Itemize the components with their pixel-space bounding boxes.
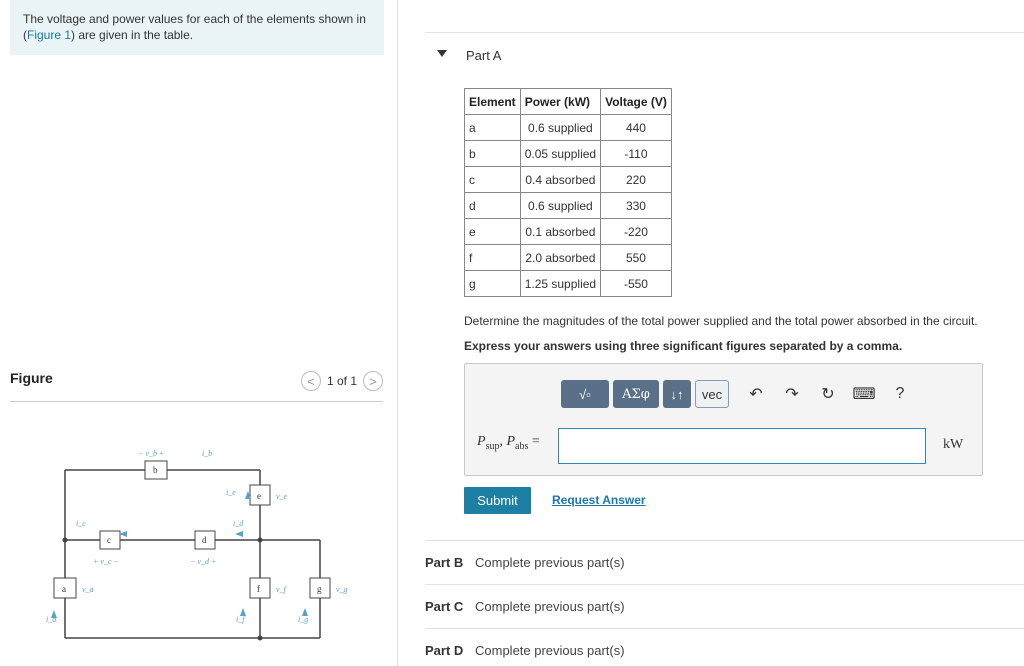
element-e-label: e: [257, 491, 261, 501]
element-c-label: c: [107, 535, 111, 545]
element-b-label: b: [153, 465, 158, 475]
ve-label: v_e: [276, 492, 288, 501]
left-panel: [0, 0, 397, 666]
part-b-row[interactable]: [425, 540, 1024, 584]
intro-text-end: ) are given in the table.: [71, 28, 194, 42]
answer-label: $P_{sup}$, $P_{abs}$ =: [477, 434, 540, 452]
ib-label: i_b: [202, 449, 213, 458]
col-element: Element: [465, 89, 521, 115]
figure-count: 1 of 1: [326, 374, 357, 388]
current-arrows: [51, 491, 308, 618]
vd-label: − v_d +: [190, 557, 217, 566]
col-power: Power (kW): [520, 89, 600, 115]
instruction-text: Express your answers using three significant figures separated by a comma.: [464, 339, 903, 353]
col-voltage: Voltage (V): [601, 89, 672, 115]
ig-label: i_g: [298, 615, 309, 624]
next-figure-button[interactable]: >: [363, 371, 383, 391]
table-header-row: [465, 89, 672, 115]
part-a-header[interactable]: [425, 32, 1024, 78]
circuit-elements: [54, 461, 330, 598]
submit-button[interactable]: Submit: [464, 487, 531, 514]
part-b-title: Part B: [425, 555, 464, 570]
element-table: [464, 88, 672, 297]
table-row: f 2.0 absorbed 550: [465, 245, 672, 271]
figure-link[interactable]: Figure 1: [27, 28, 72, 42]
part-d-row[interactable]: [425, 628, 1024, 666]
part-c-status: Complete previous part(s): [475, 599, 625, 614]
keyboard-icon[interactable]: ⌨: [852, 386, 876, 403]
right-panel: [397, 0, 1024, 666]
part-c-row[interactable]: [425, 584, 1024, 628]
greek-button[interactable]: ΑΣφ: [613, 380, 659, 408]
collapse-triangle-icon[interactable]: [437, 50, 447, 57]
vg-label: v_g: [336, 585, 348, 594]
part-a-title: Part A: [466, 48, 502, 63]
part-d-title: Part D: [425, 643, 464, 658]
vec-button[interactable]: vec: [695, 380, 729, 408]
ic-label: i_c: [76, 519, 86, 528]
question-text: Determine the magnitudes of the total power supplied and the total power absorbed in the circuit.: [464, 314, 978, 328]
undo-icon[interactable]: ↶: [749, 386, 763, 403]
element-a-label: a: [62, 584, 66, 594]
part-c-title: Part C: [425, 599, 464, 614]
circuit-diagram: [40, 440, 360, 645]
figure-pager: [301, 371, 383, 391]
prev-figure-button[interactable]: <: [301, 371, 321, 391]
ie-label: i_e: [226, 488, 236, 497]
templates-button[interactable]: √▫: [561, 380, 609, 408]
table-row: g 1.25 supplied -550: [465, 271, 672, 297]
arrows-button[interactable]: ↓↑: [663, 380, 691, 408]
unit-label: kW: [943, 437, 964, 452]
vb-label: − v_b +: [138, 449, 165, 458]
intro-text: The voltage and power values for each of the elements shown in (: [23, 12, 366, 42]
ia-label: i_a: [46, 615, 57, 624]
answer-box: [464, 363, 983, 476]
table-row: e 0.1 absorbed -220: [465, 219, 672, 245]
redo-icon[interactable]: ↷: [785, 386, 799, 403]
help-icon[interactable]: ?: [895, 385, 905, 402]
vf-label: v_f: [276, 585, 286, 594]
part-b-status: Complete previous part(s): [475, 555, 625, 570]
problem-intro: [10, 0, 384, 55]
element-d-label: d: [202, 535, 207, 545]
math-toolbar: [561, 380, 913, 408]
table-row: d 0.6 supplied 330: [465, 193, 672, 219]
vc-label: + v_c −: [93, 557, 119, 566]
element-g-label: g: [317, 584, 322, 594]
figure-header: [10, 368, 383, 402]
table-row: b 0.05 supplied -110: [465, 141, 672, 167]
id-label: i_d: [233, 519, 244, 528]
element-f-label: f: [257, 584, 260, 594]
if-label: i_f: [236, 615, 245, 624]
request-answer-link[interactable]: Request Answer: [552, 493, 646, 507]
answer-input[interactable]: [558, 428, 926, 464]
table-row: c 0.4 absorbed 220: [465, 167, 672, 193]
part-d-status: Complete previous part(s): [475, 643, 625, 658]
table-row: a 0.6 supplied 440: [465, 115, 672, 141]
reset-icon[interactable]: ↻: [821, 386, 835, 403]
figure-title: Figure: [10, 370, 53, 386]
va-label: v_a: [82, 585, 94, 594]
